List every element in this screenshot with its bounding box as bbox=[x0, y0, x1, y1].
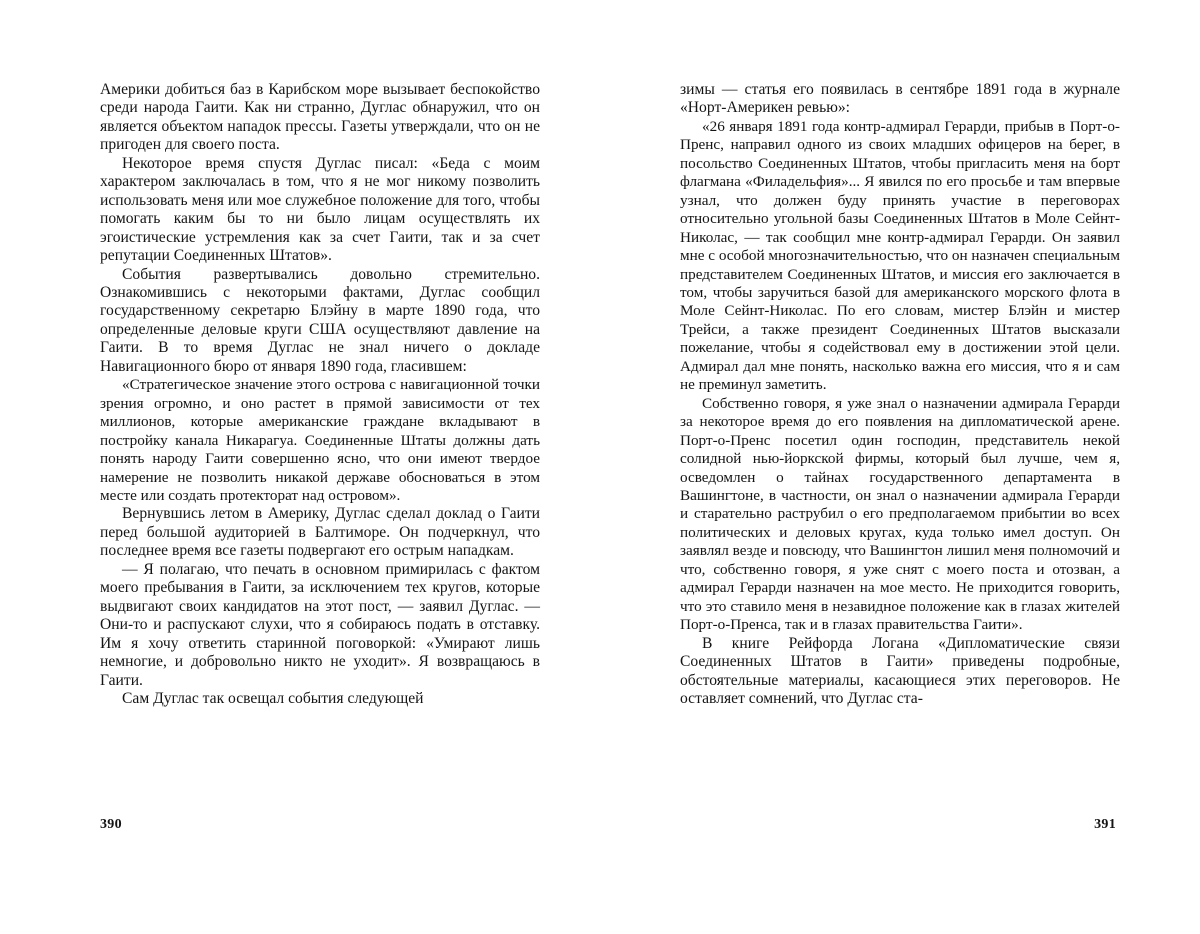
paragraph: События развертывались довольно стремительно. Ознакомившись с некоторыми фактами, Дуглас сообщил государственному секретарю Блэйну в марте 1890 года, что определенные деловые круги США осуществляют давление на Гаити. В то время Дуглас не знал ничего о докладе Навигационного бюро от января 1890 года, гласившем: bbox=[100, 265, 540, 375]
paragraph: Некоторое время спустя Дуглас писал: «Беда с моим характером заключалась в том, что я не мог никому позволить использовать меня или мое служебное положение для того, чтобы помогать каким бы то ни было лицам осуществлять их эгоистические устремления как за счет Гаити, так и за счет репутации Соединенных Штатов». bbox=[100, 154, 540, 265]
quotation-paragraph: «Стратегическое значение этого острова с навигационной точки зрения огромно, и оно растет в прямой зависимости от тех миллионов, которые американские граждане вкладывают в постройку канала Никарагуа. Соединенные Штаты должны дать понять народу Гаити совершенно ясно, что они имеют твердое намерение не позволить никакой державе обосноваться в этом месте или создать протекторат над островом». bbox=[100, 376, 540, 504]
right-page-text bbox=[680, 81, 1120, 708]
right-page bbox=[680, 81, 1120, 881]
page-number: 391 bbox=[1094, 817, 1116, 832]
quotation-paragraph: Собственно говоря, я уже знал о назначении адмирала Герарди за некоторое время до его появления на дипломатической арене. Порт-о-Пренс посетил один господин, представитель некой солидной нью-йоркской фирмы, который был лучше, чем я, осведомлен о тайнах государственного департамента в Вашингтоне, в частности, он знал о назначении адмирала Герарди и старательно раструбил о его предполагаемом прибытии во всех политических и деловых кругах, куда только имел доступ. Он заявлял везде и повсюду, что Вашингтон лишил меня полномочий и что, собственно говоря, я уже снят с моего поста и отозван, а адмирал Герарди назначен на мое место. Не приходится говорить, что это ставило меня в незавидное положение как в глазах жителей Порт-о-Пренса, так и в глазах правительства Гаити». bbox=[680, 394, 1120, 634]
left-page-text bbox=[100, 81, 540, 708]
paragraph: — Я полагаю, что печать в основном примирилась с фактом моего пребывания в Гаити, за исключением тех кругов, которые выдвигают своих кандидатов на этот пост, — заявил Дуглас. — Они-то и распускают слухи, что я собираюсь подать в отставку. Им я хочу ответить старинной поговоркой: «Умирают лишь немногие, и добровольно никто не уходит». Я возвращаюсь в Гаити. bbox=[100, 560, 540, 689]
paragraph: зимы — статья его появилась в сентябре 1891 года в журнале «Норт-Америкен ревью»: bbox=[680, 81, 1120, 117]
quotation-paragraph: «26 января 1891 года контр-адмирал Герарди, прибыв в Порт-о-Пренс, направил одного из своих младших офицеров на берег, в посольство Соединенных Штатов, чтобы пригласить меня на борт флагмана «Филадельфия»... Я явился по его просьбе и там впервые узнал, что должен буду принять участие в переговорах относительно угольной базы Соединенных Штатов в Моле Сейнт-Николас, — так сообщил мне контр-адмирал Герарди. Он заявил мне с особой многозначительностью, что он назначен специальным представителем Соединенных Штатов, и миссия его заключается в том, чтобы заручиться базой для американского морского флота в Моле Сейнт-Николас. По его словам, мистер Блэйн и мистер Трейси, а также президент Соединенных Штатов высказали пожелание, чтобы я содействовал ему в достижении этой цели. Адмирал дал мне понять, насколько важна его миссия, что я и сам не преминул заметить. bbox=[680, 117, 1120, 394]
paragraph: В книге Рейфорда Логана «Дипломатические связи Соединенных Штатов в Гаити» приведены подробные, обстоятельные материалы, касающиеся этих переговоров. Не оставляет сомнений, что Дуглас ста- bbox=[680, 634, 1120, 707]
left-page bbox=[100, 81, 540, 881]
page-number: 390 bbox=[100, 817, 122, 832]
paragraph: Сам Дуглас так освещал события следующей bbox=[122, 689, 424, 707]
paragraph: Америки добиться баз в Карибском море вызывает беспокойство среди народа Гаити. Как ни странно, Дуглас обнаружил, что он является объектом нападок прессы. Газеты утверждали, что он не пригоден для своего поста. bbox=[100, 81, 540, 154]
paragraph: Вернувшись летом в Америку, Дуглас сделал доклад о Гаити перед большой аудиторией в Балтиморе. Он подчеркнул, что последнее время все газеты подвергают его острым нападкам. bbox=[100, 505, 540, 560]
